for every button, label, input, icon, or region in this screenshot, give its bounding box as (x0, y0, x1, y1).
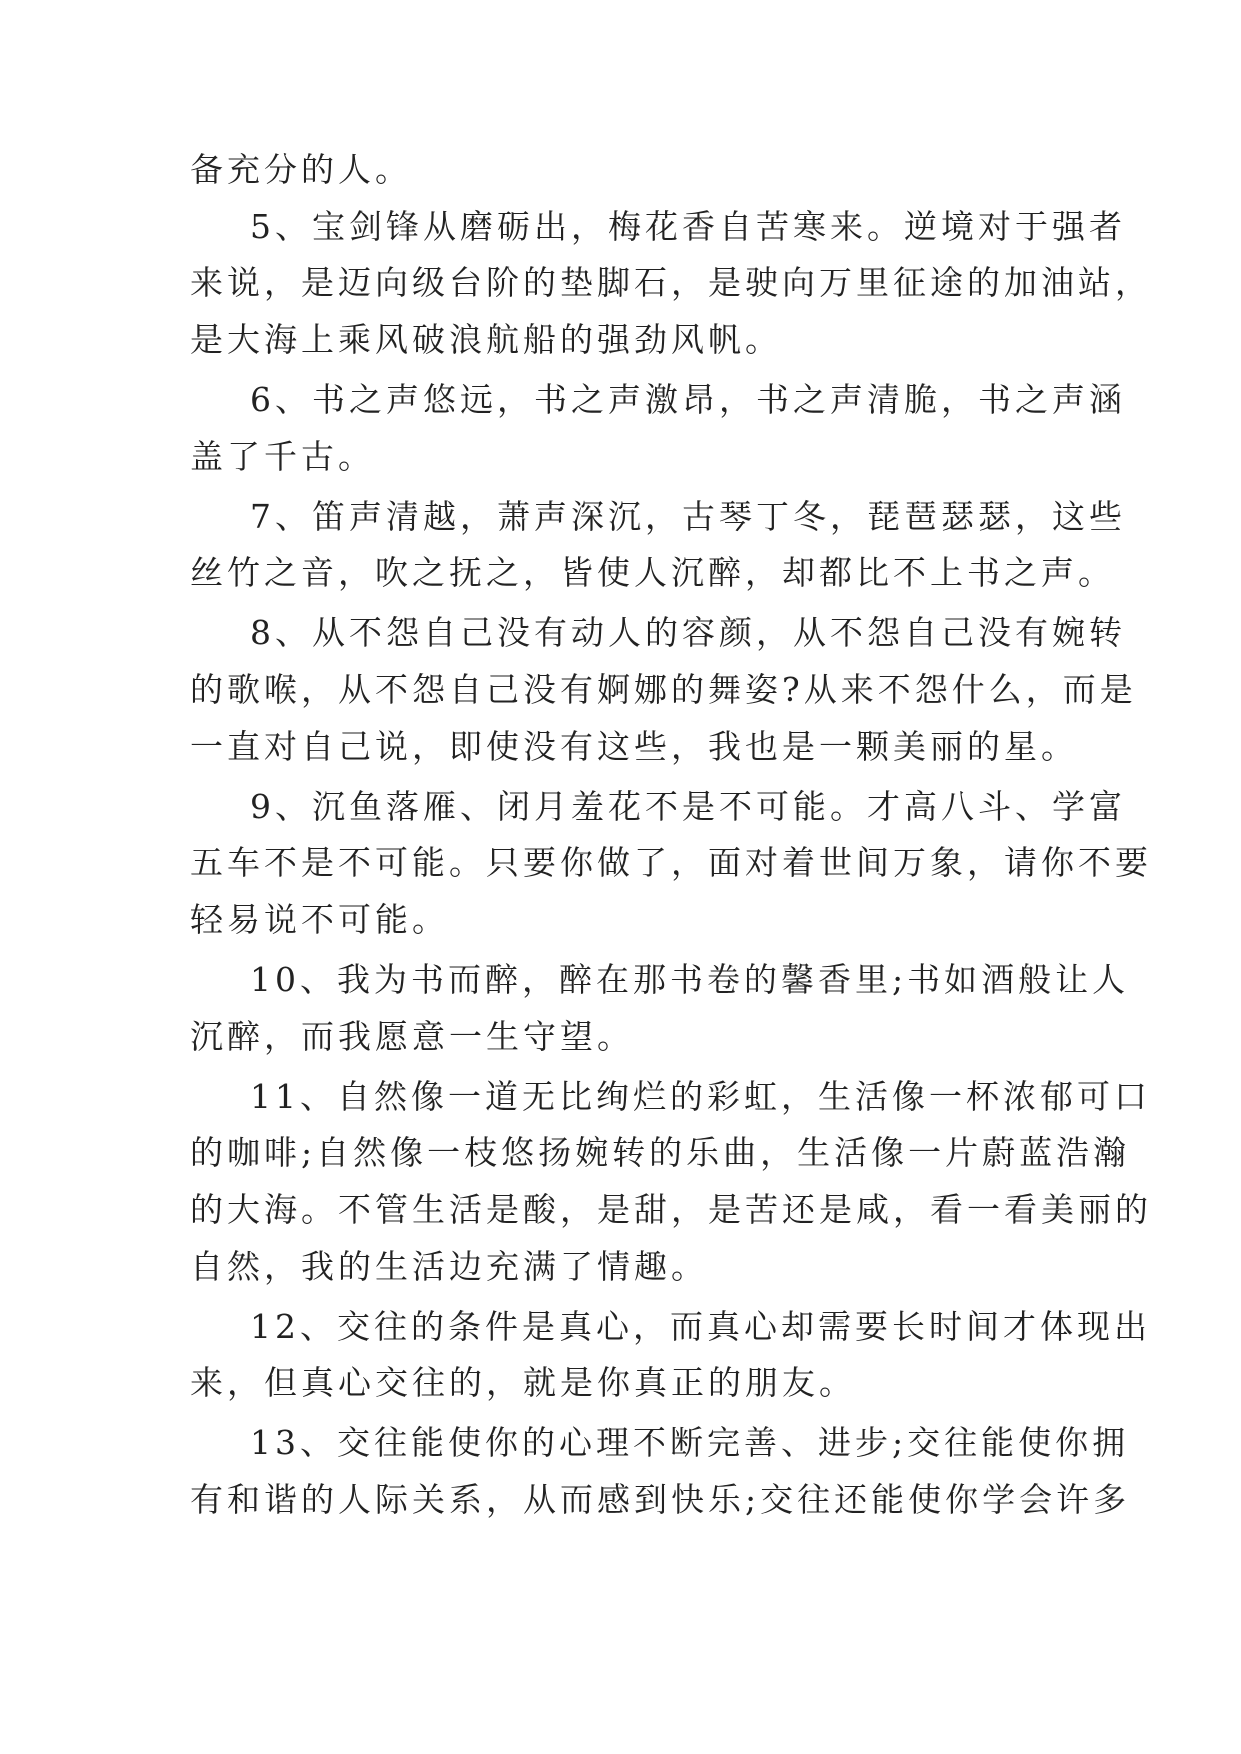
text-line: 盖了千古。 (190, 437, 375, 476)
text-line: 来，但真心交往的，就是你真正的朋友。 (190, 1363, 856, 1402)
text-line: 五车不是不可能。只要你做了，面对着世间万象，请你不要 (190, 843, 1152, 882)
text-line: 的歌喉，从不怨自己没有婀娜的舞姿?从来不怨什么，而是 (190, 670, 1137, 709)
paragraph-10-start: 10、我为书而醉，醉在那书卷的馨香里;书如酒般让人 (250, 960, 1130, 999)
text-line: 丝竹之音，吹之抚之，皆使人沉醉，却都比不上书之声。 (190, 553, 1115, 592)
paragraph-8-start: 8、从不怨自己没有动人的容颜，从不怨自己没有婉转 (250, 613, 1126, 652)
text-line: 有和谐的人际关系，从而感到快乐;交往还能使你学会许多 (190, 1480, 1131, 1519)
text-line: 沉醉，而我愿意一生守望。 (190, 1017, 634, 1056)
paragraph-6-start: 6、书之声悠远，书之声激昂，书之声清脆，书之声涵 (250, 380, 1126, 419)
paragraph-11-start: 11、自然像一道无比绚烂的彩虹，生活像一杯浓郁可口 (250, 1077, 1151, 1116)
paragraph-12-start: 12、交往的条件是真心，而真心却需要长时间才体现出 (250, 1307, 1151, 1346)
paragraph-9-start: 9、沉鱼落雁、闭月羞花不是不可能。才高八斗、学富 (250, 787, 1126, 826)
text-line: 自然，我的生活边充满了情趣。 (190, 1247, 708, 1286)
paragraph-7-start: 7、笛声清越，萧声深沉，古琴丁冬，琵琶瑟瑟，这些 (250, 497, 1126, 536)
paragraph-5-start: 5、宝剑锋从磨砺出，梅花香自苦寒来。逆境对于强者 (250, 207, 1126, 246)
text-line: 轻易说不可能。 (190, 900, 449, 939)
text-line: 的大海。不管生活是酸，是甜，是苦还是咸，看一看美丽的 (190, 1190, 1152, 1229)
text-line: 一直对自己说，即使没有这些，我也是一颗美丽的星。 (190, 727, 1078, 766)
text-line: 是大海上乘风破浪航船的强劲风帆。 (190, 320, 782, 359)
text-line: 备充分的人。 (190, 150, 412, 189)
text-line: 的咖啡;自然像一枝悠扬婉转的乐曲，生活像一片蔚蓝浩瀚 (190, 1133, 1131, 1172)
paragraph-13-start: 13、交往能使你的心理不断完善、进步;交往能使你拥 (250, 1423, 1130, 1462)
text-line: 来说，是迈向级台阶的垫脚石，是驶向万里征途的加油站， (190, 263, 1152, 302)
